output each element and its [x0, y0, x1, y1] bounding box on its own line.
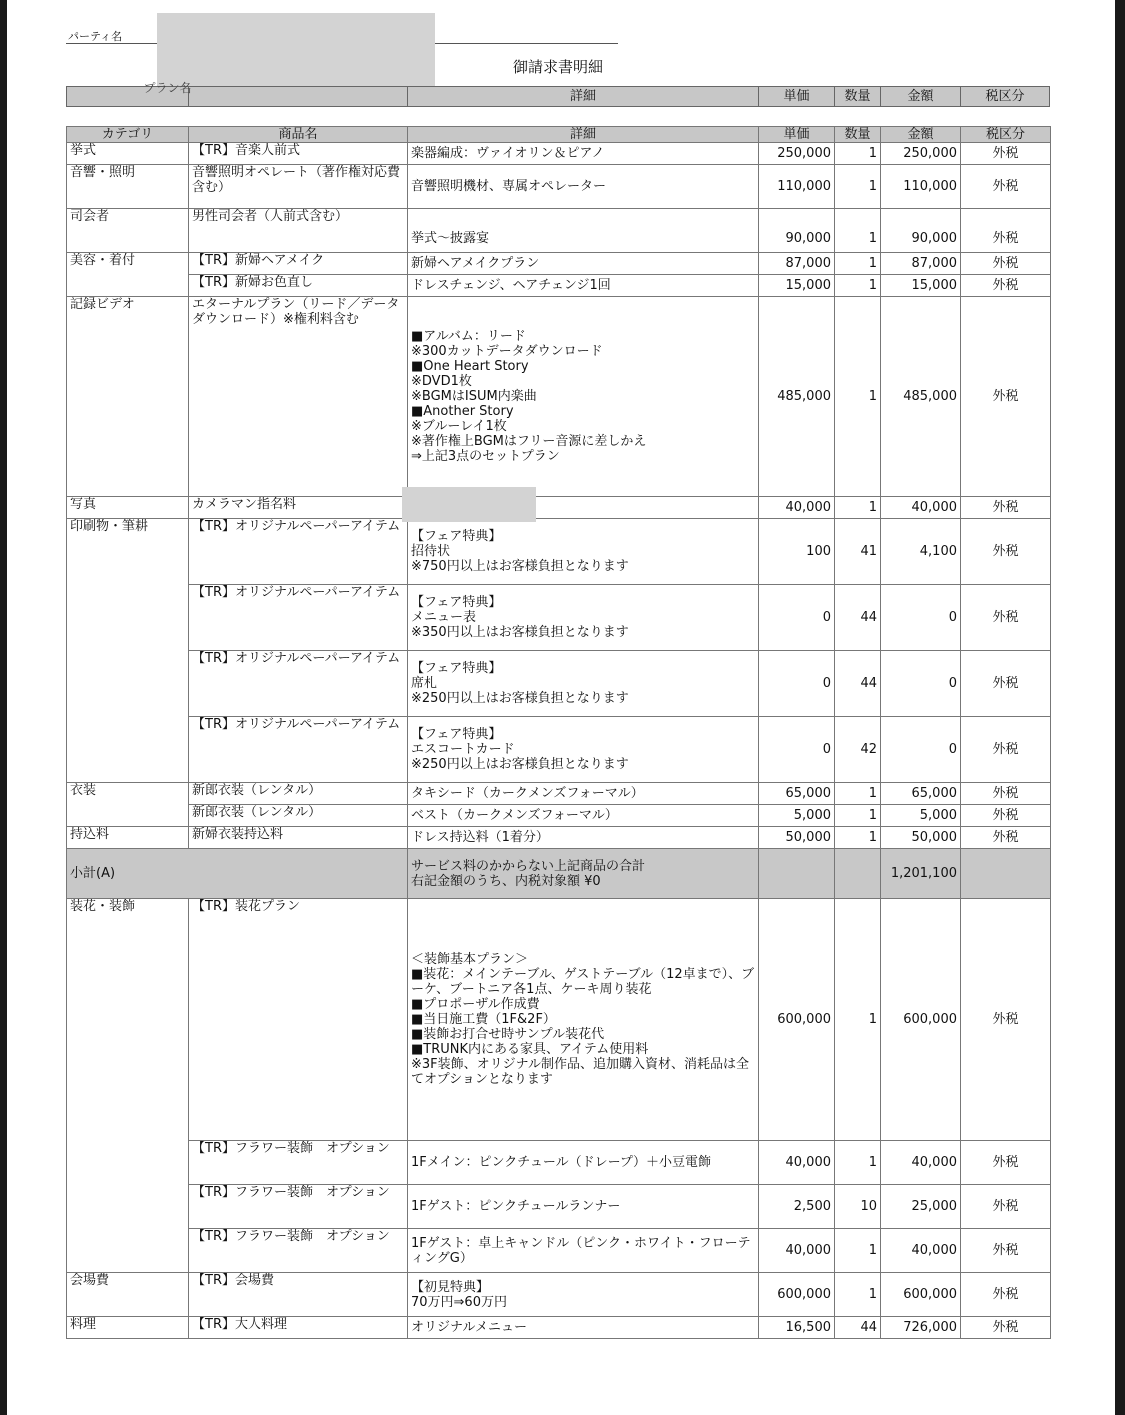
amount-cell: 40,000: [881, 1141, 961, 1185]
category-cell: 衣装: [67, 783, 189, 805]
quantity-cell: 1: [835, 275, 881, 297]
invoice-detail-table: [66, 126, 1051, 1339]
amount-cell: 0: [881, 585, 961, 651]
category-cell: [67, 1141, 189, 1185]
tax-cell: 外税: [961, 783, 1051, 805]
quantity-cell: 44: [835, 1317, 881, 1339]
detail-cell: 楽器編成：ヴァイオリン＆ピアノ: [408, 143, 759, 165]
amount-cell: 0: [881, 651, 961, 717]
quantity-cell: 1: [835, 143, 881, 165]
category-cell: [67, 1229, 189, 1273]
tax-cell: 外税: [961, 899, 1051, 1141]
table-row: [67, 827, 1051, 849]
amount-cell: 250,000: [881, 143, 961, 165]
table-row: [67, 519, 1051, 585]
table-row: [67, 253, 1051, 275]
detail-cell: ■アルバム：リード ※300カットデータダウンロード ■One Heart Story ※DVD1枚 ※BGMはISUM内楽曲 ■Another Story ※ブルーレイ1枚 ※著作権上BGMはフリー音源に差しかえ ⇒上記3点のセットプラン: [408, 297, 759, 497]
quantity-cell: 41: [835, 519, 881, 585]
table-row: [67, 585, 1051, 651]
product-cell: 【TR】装花プラン: [189, 899, 408, 1141]
unit-price-cell: 90,000: [759, 209, 835, 253]
product-cell: 【TR】オリジナルペーパーアイテム: [189, 717, 408, 783]
category-cell: [67, 651, 189, 717]
tax-cell: 外税: [961, 651, 1051, 717]
amount-cell: 50,000: [881, 827, 961, 849]
tax-cell: 外税: [961, 253, 1051, 275]
amount-cell: 87,000: [881, 253, 961, 275]
table-row: [67, 783, 1051, 805]
amount-cell: 600,000: [881, 899, 961, 1141]
quantity-cell: 1: [835, 827, 881, 849]
table-row: [67, 899, 1051, 1141]
quantity-cell: 42: [835, 717, 881, 783]
unit-price-cell: 40,000: [759, 1141, 835, 1185]
amount-cell: 0: [881, 717, 961, 783]
amount-cell: 65,000: [881, 783, 961, 805]
product-cell: エターナルプラン（リード／データダウンロード）※権利料含む: [189, 297, 408, 497]
detail-cell: 音響照明機材、専属オペレーター: [408, 165, 759, 209]
tax-cell: 外税: [961, 827, 1051, 849]
table-row: [67, 165, 1051, 209]
amount-cell: 4,100: [881, 519, 961, 585]
unit-price-cell: 250,000: [759, 143, 835, 165]
unit-price-cell: 5,000: [759, 805, 835, 827]
unit-price-cell: 0: [759, 585, 835, 651]
plan-header-category: [67, 81, 192, 106]
detail-cell: 【フェア特典】 招待状 ※750円以上はお客様負担となります: [408, 519, 759, 585]
col-header-category: カテゴリ: [67, 127, 189, 143]
product-cell: 【TR】オリジナルペーパーアイテム: [189, 651, 408, 717]
product-cell: 新郎衣装（レンタル）: [189, 783, 408, 805]
unit-price-cell: 50,000: [759, 827, 835, 849]
detail-cell: 挙式〜披露宴: [408, 209, 759, 253]
product-cell: カメラマン指名料: [189, 497, 408, 519]
unit-price-cell: 16,500: [759, 1317, 835, 1339]
category-cell: [67, 275, 189, 297]
quantity-cell: 1: [835, 1273, 881, 1317]
product-cell: 【TR】フラワー装飾 オプション: [189, 1185, 408, 1229]
product-cell: 【TR】新婦ヘアメイク: [189, 253, 408, 275]
category-cell: [67, 1185, 189, 1229]
tax-cell: 外税: [961, 585, 1051, 651]
amount-cell: 40,000: [881, 1229, 961, 1273]
unit-price-cell: 600,000: [759, 899, 835, 1141]
product-cell: 【TR】オリジナルペーパーアイテム: [189, 519, 408, 585]
detail-cell: 1Fゲスト：卓上キャンドル（ピンク・ホワイト・フローティングG）: [408, 1229, 759, 1273]
product-cell: 【TR】大人料理: [189, 1317, 408, 1339]
subtotal-amount: 1,201,100: [881, 849, 961, 899]
table-row: [67, 717, 1051, 783]
unit-price-cell: 110,000: [759, 165, 835, 209]
plan-header-product: [189, 87, 408, 106]
tax-cell: 外税: [961, 805, 1051, 827]
screen-edge-right: [1115, 0, 1125, 1415]
amount-cell: 110,000: [881, 165, 961, 209]
quantity-cell: 1: [835, 253, 881, 275]
quantity-cell: 1: [835, 805, 881, 827]
product-cell: 【TR】フラワー装飾 オプション: [189, 1229, 408, 1273]
subtotal-tax-cell: [961, 849, 1051, 899]
category-cell: 挙式: [67, 143, 189, 165]
subtotal-row: [67, 849, 1051, 899]
plan-header-unit-price: 単価: [759, 87, 835, 106]
table-row: [67, 805, 1051, 827]
col-header-unit-price: 単価: [759, 127, 835, 143]
product-cell: 【TR】新婦お色直し: [189, 275, 408, 297]
category-cell: [67, 717, 189, 783]
col-header-quantity: 数量: [835, 127, 881, 143]
category-cell: [67, 805, 189, 827]
subtotal-label: 小計(A): [67, 849, 408, 899]
unit-price-cell: 87,000: [759, 253, 835, 275]
unit-price-cell: 40,000: [759, 1229, 835, 1273]
redaction-box: [157, 13, 435, 87]
col-header-tax: 税区分: [961, 127, 1051, 143]
detail-cell: 【フェア特典】 席札 ※250円以上はお客様負担となります: [408, 651, 759, 717]
tax-cell: 外税: [961, 1141, 1051, 1185]
product-cell: 【TR】オリジナルペーパーアイテム: [189, 585, 408, 651]
unit-price-cell: 40,000: [759, 497, 835, 519]
category-cell: 会場費: [67, 1273, 189, 1317]
quantity-cell: 10: [835, 1185, 881, 1229]
detail-cell: 【フェア特典】 メニュー表 ※350円以上はお客様負担となります: [408, 585, 759, 651]
unit-price-cell: 65,000: [759, 783, 835, 805]
amount-cell: 600,000: [881, 1273, 961, 1317]
amount-cell: 5,000: [881, 805, 961, 827]
detail-cell: 新婦ヘアメイクプラン: [408, 253, 759, 275]
tax-cell: 外税: [961, 497, 1051, 519]
detail-cell: 【フェア特典】 エスコートカード ※250円以上はお客様負担となります: [408, 717, 759, 783]
detail-cell: 【初見特典】 70万円⇒60万円: [408, 1273, 759, 1317]
category-cell: 司会者: [67, 209, 189, 253]
table-row: [67, 143, 1051, 165]
detail-cell: ドレスチェンジ、ヘアチェンジ1回: [408, 275, 759, 297]
tax-cell: 外税: [961, 275, 1051, 297]
tax-cell: 外税: [961, 1185, 1051, 1229]
unit-price-cell: 485,000: [759, 297, 835, 497]
amount-cell: 90,000: [881, 209, 961, 253]
table-row: [67, 1317, 1051, 1339]
table-row: [67, 1229, 1051, 1273]
document-title: 御請求書明細: [512, 58, 603, 76]
redaction-box: [402, 487, 536, 522]
table-header-row: [67, 127, 1051, 143]
table-row: [67, 1273, 1051, 1317]
unit-price-cell: 600,000: [759, 1273, 835, 1317]
plan-header-tax: 税区分: [985, 89, 1025, 104]
table-row: [67, 1185, 1051, 1229]
amount-cell: 485,000: [881, 297, 961, 497]
detail-cell: 1Fメイン：ピンクチュール（ドレープ）＋小豆電飾: [408, 1141, 759, 1185]
unit-price-cell: 100: [759, 519, 835, 585]
amount-cell: 40,000: [881, 497, 961, 519]
subtotal-quantity-cell: [835, 849, 881, 899]
table-row: [67, 651, 1051, 717]
category-cell: 印刷物・筆耕: [67, 519, 189, 585]
product-cell: 【TR】会場費: [189, 1273, 408, 1317]
quantity-cell: 1: [835, 497, 881, 519]
amount-cell: 726,000: [881, 1317, 961, 1339]
detail-cell: 1Fゲスト：ピンクチュールランナー: [408, 1185, 759, 1229]
unit-price-cell: 2,500: [759, 1185, 835, 1229]
quantity-cell: 1: [835, 165, 881, 209]
product-cell: 新婦衣装持込料: [189, 827, 408, 849]
detail-cell: ドレス持込料（1着分）: [408, 827, 759, 849]
product-cell: 【TR】音楽人前式: [189, 143, 408, 165]
category-cell: 料理: [67, 1317, 189, 1339]
quantity-cell: 44: [835, 585, 881, 651]
tax-cell: 外税: [961, 209, 1051, 253]
category-cell: 記録ビデオ: [67, 297, 189, 497]
detail-cell: ＜装飾基本プラン＞ ■装花：メインテーブル、ゲストテーブル（12卓まで）、ブーケ、ブートニア各1点、ケーキ周り装花 ■プロポーザル作成費 ■当日施工費（1F&2F） ■装飾お打合せ時サンプル装花代 ■TRUNK内にある家具、アイテム使用料 ※3F装飾、オリジナル制作品、追加購入資材、消耗品は全てオプションとなります: [408, 899, 759, 1141]
col-header-product: 商品名: [189, 127, 408, 143]
unit-price-cell: 15,000: [759, 275, 835, 297]
table-row: [67, 209, 1051, 253]
detail-cell: ベスト（カークメンズフォーマル）: [408, 805, 759, 827]
tax-cell: 外税: [961, 1317, 1051, 1339]
category-cell: [67, 585, 189, 651]
col-header-detail: 詳細: [408, 127, 759, 143]
amount-cell: 15,000: [881, 275, 961, 297]
plan-header-partial-label: プラン名: [143, 81, 192, 95]
amount-cell: 25,000: [881, 1185, 961, 1229]
detail-cell: オリジナルメニュー: [408, 1317, 759, 1339]
plan-header-amount: 金額: [881, 87, 961, 106]
plan-header-quantity: 数量: [835, 87, 881, 106]
tax-cell: 外税: [961, 1229, 1051, 1273]
party-name-label: パーティ名: [68, 30, 123, 43]
detail-cell: タキシード（カークメンズフォーマル）: [408, 783, 759, 805]
subtotal-detail: サービス料のかからない上記商品の合計 右記金額のうち、内税対象額 ¥0: [408, 849, 759, 899]
plan-header-detail: 詳細: [408, 87, 759, 106]
category-cell: 持込料: [67, 827, 189, 849]
category-cell: 装花・装飾: [67, 899, 189, 1141]
table-row: [67, 1141, 1051, 1185]
tax-cell: 外税: [961, 165, 1051, 209]
product-cell: 【TR】フラワー装飾 オプション: [189, 1141, 408, 1185]
subtotal-unit-price-cell: [759, 849, 835, 899]
table-row: [67, 497, 1051, 519]
quantity-cell: 1: [835, 899, 881, 1141]
product-cell: 男性司会者（人前式含む）: [189, 209, 408, 253]
unit-price-cell: 0: [759, 651, 835, 717]
unit-price-cell: 0: [759, 717, 835, 783]
screen-edge-left: [0, 0, 7, 1415]
tax-cell: 外税: [961, 297, 1051, 497]
table-row: [67, 275, 1051, 297]
quantity-cell: 44: [835, 651, 881, 717]
tax-cell: 外税: [961, 1273, 1051, 1317]
quantity-cell: 1: [835, 783, 881, 805]
tax-cell: 外税: [961, 717, 1051, 783]
plan-header-strip: [66, 81, 1050, 107]
quantity-cell: 1: [835, 1229, 881, 1273]
product-cell: 音響照明オペレート（著作権対応費含む）: [189, 165, 408, 209]
quantity-cell: 1: [835, 1141, 881, 1185]
table-row: [67, 297, 1051, 497]
tax-cell: 外税: [961, 519, 1051, 585]
category-cell: 美容・着付: [67, 253, 189, 275]
col-header-amount: 金額: [881, 127, 961, 143]
quantity-cell: 1: [835, 297, 881, 497]
tax-cell: 外税: [961, 143, 1051, 165]
category-cell: 音響・照明: [67, 165, 189, 209]
category-cell: 写真: [67, 497, 189, 519]
product-cell: 新郎衣装（レンタル）: [189, 805, 408, 827]
quantity-cell: 1: [835, 209, 881, 253]
